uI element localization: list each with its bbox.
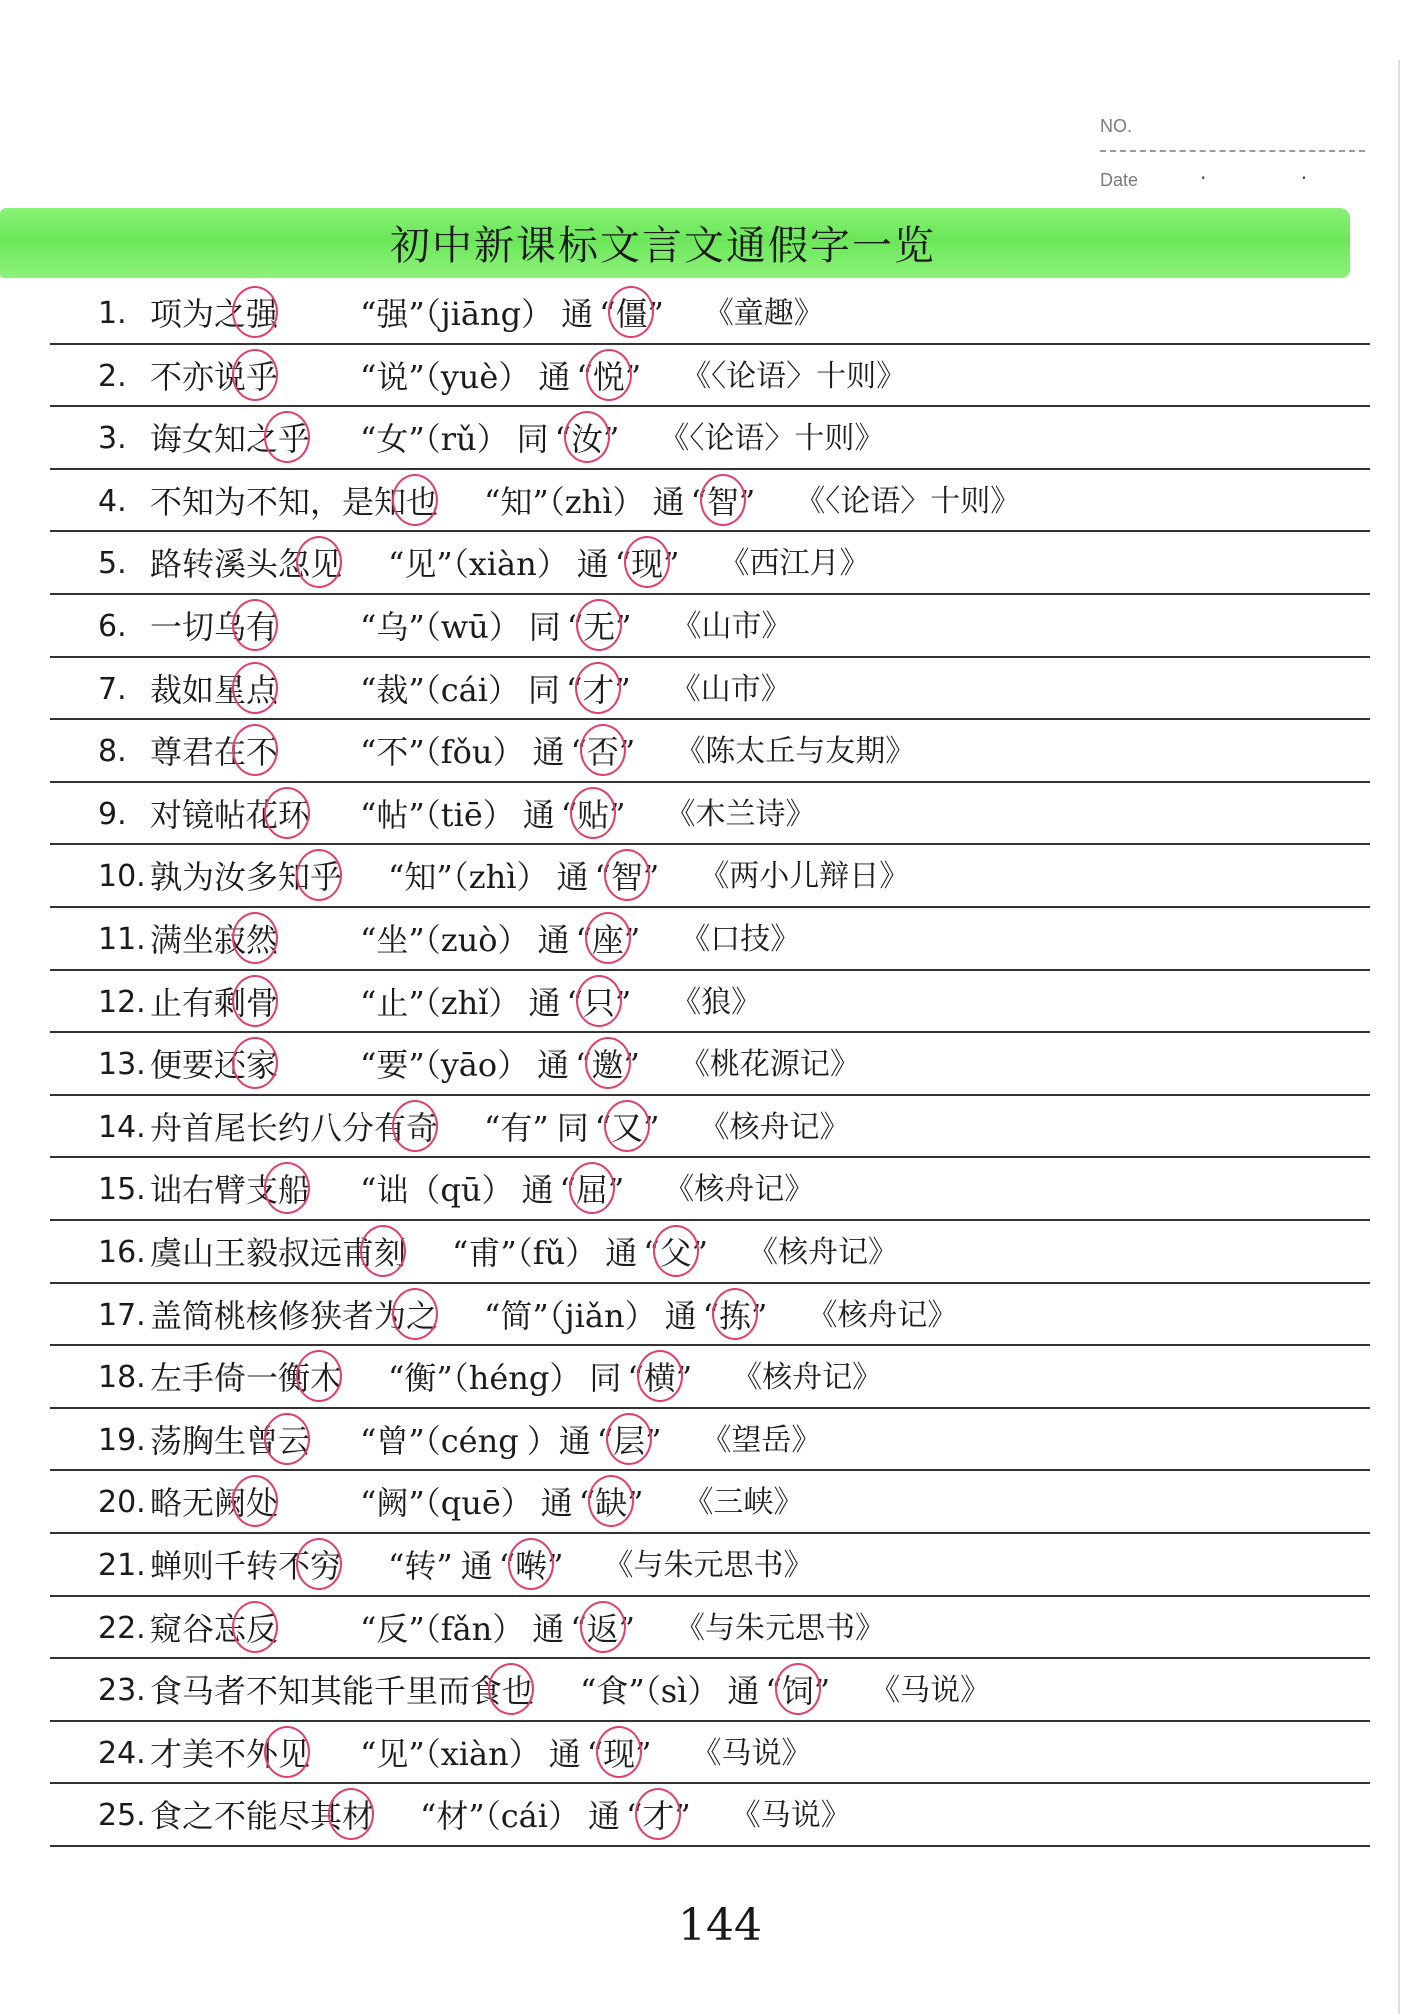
entry-sentence: 止有剩骨 bbox=[150, 983, 279, 1022]
entry-sentence: 孰为汝多知乎 bbox=[150, 858, 343, 897]
list-item bbox=[0, 595, 1400, 657]
entry-loan-word: “食”（sì） bbox=[580, 1672, 720, 1711]
entry-relation: 通 bbox=[537, 1046, 570, 1085]
entry-loan-word: “坐”（zuò） bbox=[360, 921, 530, 959]
list-item bbox=[0, 407, 1400, 469]
entry-sentence: 窥谷忘反 bbox=[150, 1609, 279, 1648]
entry-original-word: “横” bbox=[627, 1359, 693, 1398]
entry-relation: 通 bbox=[652, 482, 685, 521]
entry-source: 《口技》 bbox=[680, 922, 801, 957]
list-item bbox=[0, 971, 1400, 1033]
annotation-circle bbox=[232, 724, 278, 776]
list-item bbox=[0, 1033, 1400, 1095]
annotation-circle bbox=[580, 1601, 626, 1653]
annotation-circle bbox=[576, 975, 622, 1027]
list-item bbox=[0, 1784, 1400, 1846]
entry-relation: 通 bbox=[605, 1234, 638, 1272]
annotation-circle bbox=[637, 1350, 683, 1402]
entry-loan-word: “简”（jiǎn） bbox=[484, 1296, 657, 1335]
entry-loan-word: “知”（zhì） bbox=[388, 858, 549, 897]
entry-loan-word: “见”（xiàn） bbox=[360, 1734, 541, 1773]
entry-source: 《核舟记》 bbox=[664, 1172, 815, 1208]
entry-loan-word: “曾”（céng bbox=[360, 1421, 519, 1460]
entry-relation: 通 bbox=[576, 545, 609, 584]
entry-original-word: “返” bbox=[570, 1609, 636, 1648]
entry-index: 9. bbox=[98, 796, 127, 832]
annotation-circle bbox=[586, 349, 632, 401]
entry-original-word: “又” bbox=[594, 1108, 660, 1147]
entry-source: 《马说》 bbox=[870, 1673, 991, 1709]
list-item bbox=[0, 1722, 1400, 1784]
entry-source: 《山市》 bbox=[671, 609, 792, 644]
entry-sentence: 一切乌有 bbox=[150, 608, 279, 646]
entry-relation: 同 bbox=[527, 670, 560, 709]
list-item bbox=[0, 658, 1400, 720]
entry-relation: 通 bbox=[561, 295, 594, 333]
entry-loan-word: “有” bbox=[484, 1108, 549, 1147]
annotation-circle bbox=[580, 724, 626, 776]
entry-relation: 通 bbox=[537, 921, 570, 959]
entry-relation: 同 bbox=[516, 420, 549, 459]
entry-original-word: “父” bbox=[643, 1234, 708, 1272]
header-dotted-line bbox=[1100, 150, 1365, 152]
entry-relation: 通 bbox=[538, 357, 571, 396]
entry-loan-word: “阙”（quē） bbox=[360, 1484, 533, 1523]
entry-relation: 通 bbox=[528, 983, 561, 1022]
list-item bbox=[0, 908, 1400, 970]
header-date-dots: · · bbox=[1200, 166, 1352, 190]
entry-sentence: 荡胸生曾云 bbox=[150, 1421, 311, 1460]
entry-original-word: “只” bbox=[566, 983, 632, 1022]
annotation-circle bbox=[392, 1288, 438, 1340]
entry-original-word: “才” bbox=[565, 670, 631, 709]
entry-sentence: 食马者不知其能千里而食也 bbox=[150, 1672, 535, 1711]
annotation-circle bbox=[232, 286, 278, 338]
annotation-circle bbox=[596, 1726, 642, 1778]
entry-sentence: 项为之强 bbox=[150, 295, 279, 333]
entry-loan-word: “知”（zhì） bbox=[484, 482, 645, 521]
annotation-circle bbox=[775, 1663, 821, 1715]
entry-relation: 通 bbox=[556, 858, 589, 897]
list-item bbox=[0, 532, 1400, 594]
entry-original-word: “邀” bbox=[575, 1046, 640, 1085]
entry-relation: 同 bbox=[528, 608, 561, 646]
entry-loan-word: “反”（fǎn） bbox=[360, 1609, 525, 1648]
entry-sentence: 才美不外见 bbox=[150, 1734, 311, 1773]
entry-relation: ）通 bbox=[526, 1421, 591, 1460]
entry-index: 20. bbox=[98, 1485, 146, 1521]
entry-loan-word: “止”（zhǐ） bbox=[360, 983, 521, 1022]
entry-relation: 通 bbox=[522, 795, 555, 834]
annotation-circle bbox=[264, 1726, 310, 1778]
entry-index: 11. bbox=[98, 922, 146, 957]
entry-index: 12. bbox=[98, 984, 146, 1020]
entry-original-word: “智” bbox=[690, 482, 756, 521]
entry-source: 《核舟记》 bbox=[699, 1109, 850, 1145]
annotation-circle bbox=[604, 1100, 650, 1152]
entry-index: 7. bbox=[98, 671, 127, 707]
entry-source: 《〈论语〉十则》 bbox=[795, 483, 1021, 519]
entry-sentence: 不亦说乎 bbox=[150, 357, 279, 396]
entry-index: 16. bbox=[98, 1235, 146, 1270]
entry-index: 24. bbox=[98, 1735, 146, 1771]
annotation-circle bbox=[264, 1413, 310, 1465]
entry-original-word: “无” bbox=[566, 608, 632, 646]
list-item bbox=[0, 720, 1400, 782]
entry-relation: 通 bbox=[521, 1171, 554, 1210]
entry-index: 25. bbox=[98, 1798, 146, 1834]
entry-source: 《山市》 bbox=[670, 671, 791, 707]
list-item bbox=[0, 783, 1400, 845]
entry-relation: 通 bbox=[664, 1296, 697, 1335]
entry-index: 4. bbox=[98, 483, 127, 519]
entry-index: 23. bbox=[98, 1673, 146, 1709]
entry-original-word: “僵” bbox=[599, 295, 664, 333]
entry-relation: 通 bbox=[540, 1484, 573, 1523]
entry-source: 《两小儿辩日》 bbox=[699, 859, 910, 895]
annotation-circle bbox=[360, 1225, 406, 1277]
list-item bbox=[0, 1096, 1400, 1158]
list-item bbox=[0, 1471, 1400, 1533]
entry-index: 1. bbox=[98, 296, 127, 331]
entry-index: 19. bbox=[98, 1422, 146, 1458]
entry-original-word: “贴” bbox=[560, 795, 626, 834]
list-item bbox=[0, 1284, 1400, 1346]
entry-index: 2. bbox=[98, 358, 127, 394]
entry-source: 《马说》 bbox=[730, 1798, 851, 1834]
entry-sentence: 舟首尾长约八分有奇 bbox=[150, 1108, 439, 1147]
entry-source: 《木兰诗》 bbox=[665, 796, 816, 832]
annotation-circle bbox=[508, 1538, 554, 1590]
entry-source: 《望岳》 bbox=[701, 1422, 822, 1458]
annotation-circle bbox=[569, 1162, 615, 1214]
annotation-circle bbox=[604, 849, 650, 901]
entry-loan-word: “强”（jiāng） bbox=[360, 295, 554, 333]
entry-sentence: 蝉则千转不穷 bbox=[150, 1547, 343, 1585]
entry-source: 《童趣》 bbox=[703, 296, 824, 331]
entry-original-word: “智” bbox=[594, 858, 660, 897]
list-item bbox=[0, 1221, 1400, 1283]
list-item bbox=[0, 282, 1400, 344]
entry-sentence: 便要还家 bbox=[150, 1046, 279, 1085]
entry-source: 《狼》 bbox=[671, 984, 762, 1020]
list-item bbox=[0, 470, 1400, 532]
annotation-circle bbox=[392, 474, 438, 526]
annotation-circle bbox=[232, 1037, 278, 1089]
entry-loan-word: “见”（xiàn） bbox=[388, 545, 569, 584]
annotation-circle bbox=[296, 1350, 342, 1402]
entry-index: 13. bbox=[98, 1047, 146, 1083]
page-number: 144 bbox=[678, 1900, 762, 1951]
entry-index: 10. bbox=[98, 859, 146, 895]
entry-loan-word: “诎（qū） bbox=[360, 1171, 514, 1210]
entry-source: 《马说》 bbox=[691, 1735, 812, 1771]
entry-sentence: 略无阙处 bbox=[150, 1484, 279, 1523]
entry-loan-word: “不”（fǒu） bbox=[360, 733, 525, 772]
entry-source: 《与朱元思书》 bbox=[603, 1548, 814, 1583]
annotation-circle bbox=[575, 662, 621, 714]
annotation-circle bbox=[576, 599, 622, 651]
entry-source: 《核舟记》 bbox=[732, 1360, 883, 1396]
entry-index: 22. bbox=[98, 1610, 146, 1646]
entry-relation: 通 bbox=[532, 733, 565, 772]
entry-relation: 通 bbox=[548, 1734, 581, 1773]
entry-loan-word: “甫”（fǔ） bbox=[452, 1234, 598, 1272]
list-item bbox=[0, 1409, 1400, 1471]
entry-source: 《桃花源记》 bbox=[679, 1047, 860, 1083]
entry-sentence: 虞山王毅叔远甫刻 bbox=[150, 1234, 407, 1272]
entry-index: 14. bbox=[98, 1109, 146, 1145]
entry-loan-word: “要”（yāo） bbox=[360, 1046, 530, 1085]
entry-sentence: 对镜帖花环 bbox=[150, 795, 311, 834]
entry-source: 《西江月》 bbox=[719, 546, 870, 582]
entry-loan-word: “转” bbox=[388, 1547, 453, 1585]
annotation-circle bbox=[585, 1037, 631, 1089]
annotation-circle bbox=[264, 787, 310, 839]
list-item bbox=[0, 345, 1400, 407]
entry-sentence: 诲女知之乎 bbox=[150, 420, 311, 459]
entry-relation: 通 bbox=[532, 1609, 565, 1648]
entry-sentence: 诎右臂支船 bbox=[150, 1171, 311, 1210]
annotation-circle bbox=[264, 411, 310, 463]
entry-original-word: “饲” bbox=[765, 1672, 831, 1711]
entry-source: 《核舟记》 bbox=[747, 1235, 898, 1270]
entry-original-word: “啭” bbox=[498, 1547, 564, 1585]
entry-sentence: 盖简桃核修狭者为之 bbox=[150, 1296, 439, 1335]
annotation-circle bbox=[296, 1538, 342, 1590]
annotation-circle bbox=[585, 912, 631, 964]
entry-index: 21. bbox=[98, 1548, 146, 1583]
annotation-circle bbox=[232, 912, 278, 964]
entry-loan-word: “说”（yuè） bbox=[360, 357, 531, 396]
annotation-circle bbox=[392, 1100, 438, 1152]
entry-source: 《陈太丘与友期》 bbox=[675, 734, 916, 770]
annotation-circle bbox=[232, 349, 278, 401]
entry-relation: 通 bbox=[727, 1672, 760, 1711]
entry-index: 8. bbox=[98, 734, 127, 770]
entry-loan-word: “衡”（héng） bbox=[388, 1359, 582, 1398]
entry-sentence: 食之不能尽其材 bbox=[150, 1797, 375, 1836]
entry-original-word: “座” bbox=[575, 921, 641, 959]
list-item bbox=[0, 1597, 1400, 1659]
entry-original-word: “汝” bbox=[554, 420, 620, 459]
page-title: 初中新课标文言文通假字一览 bbox=[390, 223, 936, 269]
entry-sentence: 满坐寂然 bbox=[150, 921, 279, 959]
annotation-circle bbox=[606, 1413, 652, 1465]
annotation-circle bbox=[232, 1601, 278, 1653]
entry-source: 《与朱元思书》 bbox=[675, 1610, 886, 1646]
annotation-circle bbox=[232, 975, 278, 1027]
list-item bbox=[0, 1659, 1400, 1721]
entry-loan-word: “材”（cái） bbox=[420, 1797, 580, 1836]
entry-original-word: “层” bbox=[596, 1421, 662, 1460]
annotation-circle bbox=[570, 787, 616, 839]
entry-original-word: “否” bbox=[570, 733, 636, 772]
entry-sentence: 路转溪头忽见 bbox=[150, 545, 343, 584]
header-no-label: NO. bbox=[1100, 116, 1133, 136]
entry-relation: 同 bbox=[589, 1359, 622, 1398]
entry-sentence: 尊君在不 bbox=[150, 733, 279, 772]
entry-loan-word: “帖”（tiē） bbox=[360, 795, 515, 834]
entry-original-word: “缺” bbox=[578, 1484, 644, 1523]
entry-loan-word: “裁”（cái） bbox=[360, 670, 520, 709]
page-header bbox=[1100, 110, 1370, 200]
entry-source: 《三峡》 bbox=[683, 1485, 804, 1521]
entry-source: 《核舟记》 bbox=[807, 1297, 958, 1333]
entry-original-word: “悦” bbox=[576, 357, 642, 396]
annotation-circle bbox=[232, 662, 278, 714]
list-item bbox=[0, 1534, 1400, 1596]
list-item bbox=[0, 845, 1400, 907]
entry-index: 17. bbox=[98, 1297, 146, 1333]
entry-original-word: “才” bbox=[626, 1797, 691, 1836]
list-item bbox=[0, 1158, 1400, 1220]
entry-index: 5. bbox=[98, 546, 127, 582]
entry-relation: 同 bbox=[556, 1108, 589, 1147]
annotation-circle bbox=[712, 1288, 758, 1340]
annotation-circle bbox=[700, 474, 746, 526]
entry-relation: 通 bbox=[460, 1547, 493, 1585]
annotation-circle bbox=[564, 411, 610, 463]
annotation-circle bbox=[232, 599, 278, 651]
entry-sentence: 左手倚一衡木 bbox=[150, 1359, 343, 1398]
entry-original-word: “现” bbox=[586, 1734, 652, 1773]
list-item bbox=[0, 1346, 1400, 1408]
entry-index: 6. bbox=[98, 609, 127, 644]
entry-original-word: “拣” bbox=[702, 1296, 768, 1335]
entry-index: 3. bbox=[98, 421, 127, 457]
entry-index: 15. bbox=[98, 1172, 146, 1208]
entry-original-word: “屈” bbox=[559, 1171, 625, 1210]
entry-relation: 通 bbox=[587, 1797, 620, 1836]
entry-original-word: “现” bbox=[614, 545, 680, 584]
annotation-circle bbox=[653, 1225, 699, 1277]
entry-sentence: 不知为不知，是知也 bbox=[150, 482, 439, 521]
entry-source: 《〈论语〉十则》 bbox=[659, 421, 885, 457]
annotation-circle bbox=[488, 1663, 534, 1715]
entry-loan-word: “女”（rǔ） bbox=[360, 420, 509, 459]
entry-source: 《〈论语〉十则》 bbox=[681, 358, 907, 394]
entry-sentence: 裁如星点 bbox=[150, 670, 279, 709]
header-date-label: Date bbox=[1100, 170, 1139, 190]
entry-index: 18. bbox=[98, 1360, 146, 1396]
entry-loan-word: “乌”（wū） bbox=[360, 608, 521, 646]
